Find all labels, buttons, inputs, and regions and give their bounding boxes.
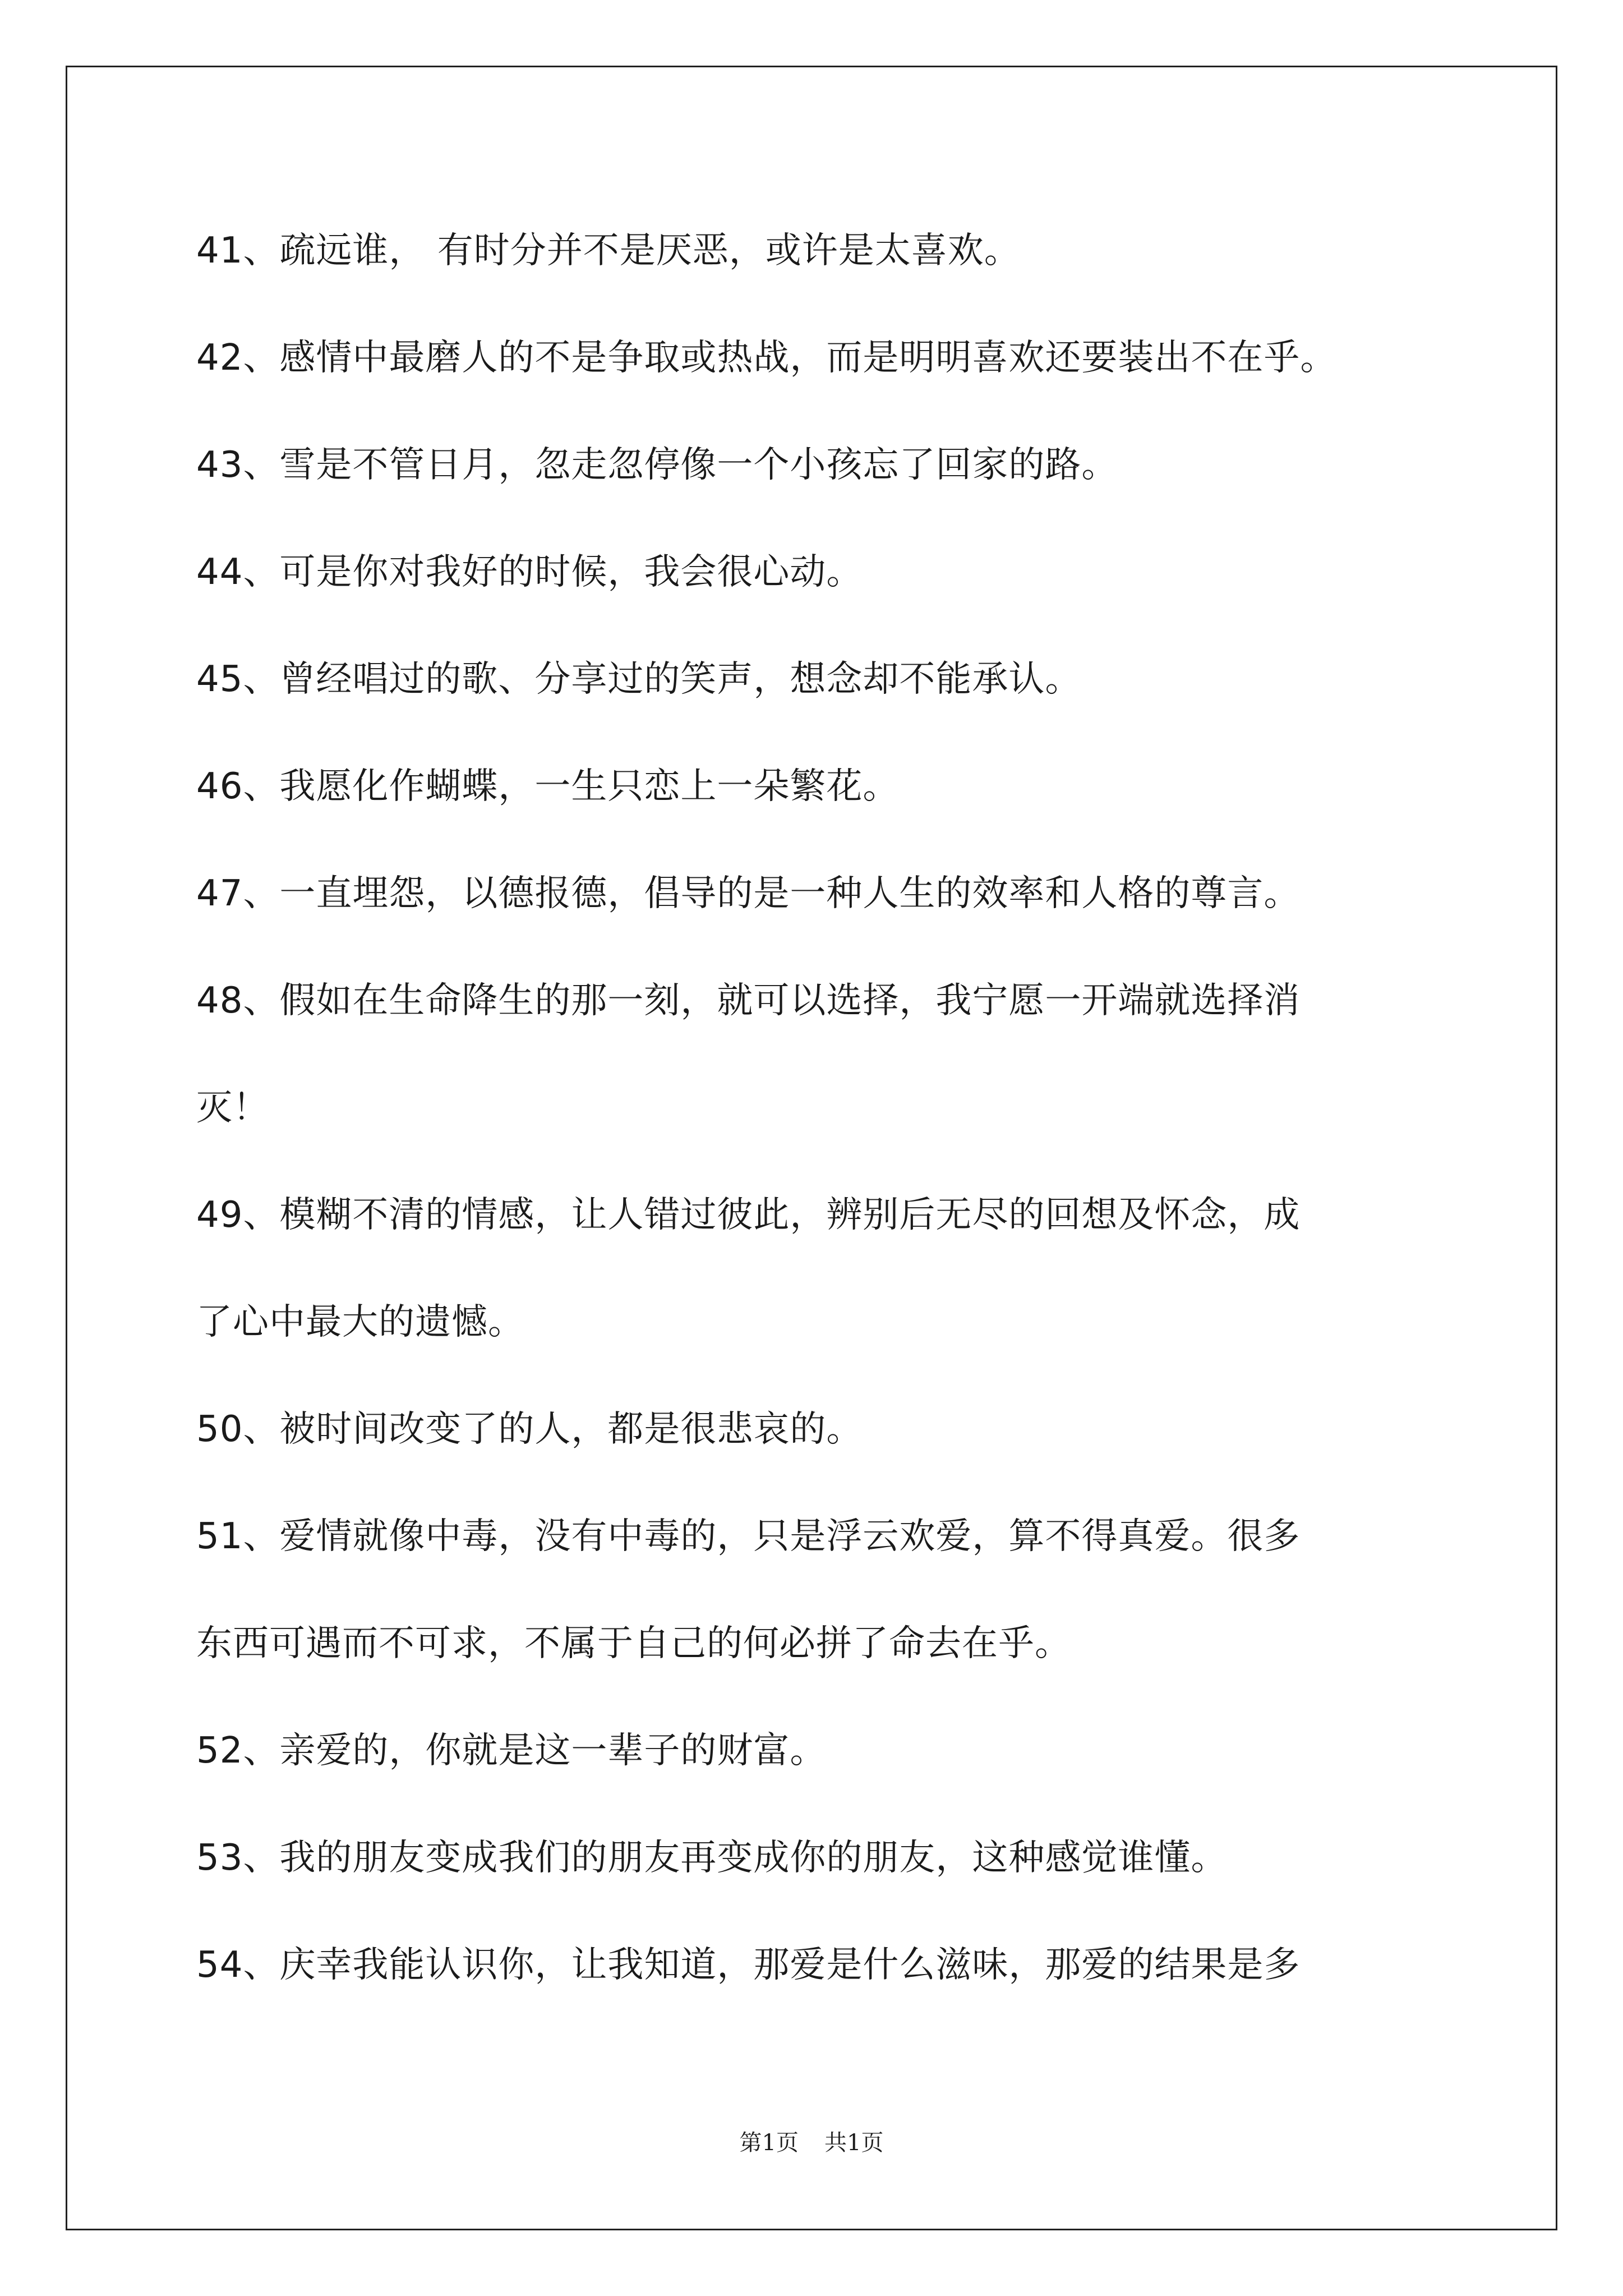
page-number-current: 第1页 <box>739 2130 799 2156</box>
text-line-42: 42、感情中最磨人的不是争取或热战，而是明明喜欢还要装出不在乎。 <box>196 337 1337 379</box>
text-line-45: 45、曾经唱过的歌、分享过的笑声，想念却不能承认。 <box>196 659 1082 700</box>
text-line-46: 46、我愿化作蝴蝶，一生只恋上一朵繁花。 <box>196 766 900 807</box>
text-line-48-cont: 灭！ <box>196 1087 269 1129</box>
text-line-51: 51、爱情就像中毒，没有中毒的，只是浮云欢爱，算不得真爱。很多 <box>196 1516 1301 1557</box>
text-line-51-cont: 东西可遇而不可求，不属于自己的何必拼了命去在乎。 <box>196 1623 1071 1664</box>
text-line-50: 50、被时间改变了的人，都是很悲哀的。 <box>196 1409 863 1450</box>
text-line-49-cont: 了心中最大的遗憾。 <box>196 1301 524 1343</box>
text-line-41: 41、疏远谁， 有时分并不是厌恶，或许是太喜欢。 <box>196 230 1021 272</box>
text-line-44: 44、可是你对我好的时候，我会很心动。 <box>196 551 863 593</box>
text-line-53: 53、我的朋友变成我们的朋友再变成你的朋友，这种感觉谁懂。 <box>196 1837 1228 1879</box>
text-line-54: 54、庆幸我能认识你，让我知道，那爱是什么滋味，那爱的结果是多 <box>196 1944 1301 1986</box>
text-line-43: 43、雪是不管日月，忽走忽停像一个小孩忘了回家的路。 <box>196 444 1118 486</box>
page-border <box>66 66 1557 2230</box>
text-line-47: 47、一直埋怨，以德报德，倡导的是一种人生的效率和人格的尊言。 <box>196 873 1301 914</box>
page-number-total: 共1页 <box>824 2130 884 2156</box>
page-footer <box>0 2126 1623 2160</box>
text-line-52: 52、亲爱的，你就是这一辈子的财富。 <box>196 1730 827 1772</box>
text-line-48: 48、假如在生命降生的那一刻，就可以选择，我宁愿一开端就选择消 <box>196 980 1301 1022</box>
text-line-49: 49、模糊不清的情感，让人错过彼此，辨别后无尽的回想及怀念，成 <box>196 1194 1301 1236</box>
